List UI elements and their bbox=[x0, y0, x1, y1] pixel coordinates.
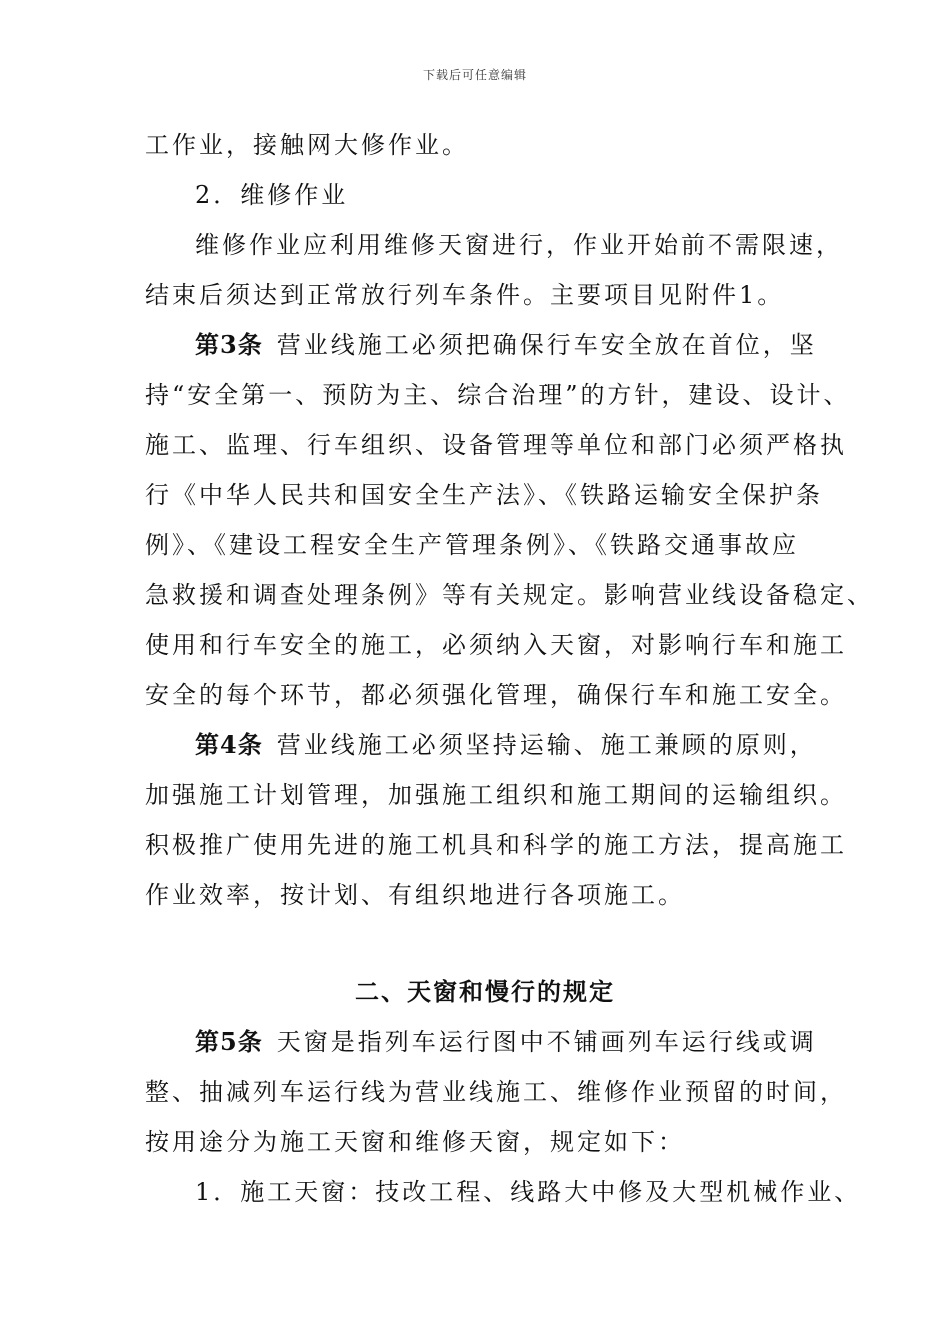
article-3-text: 营业线施工必须把确保行车安全放在首位，坚 bbox=[276, 331, 817, 359]
header-note: 下载后可任意编辑 bbox=[422, 68, 527, 82]
paragraph-line: 作业效率，按计划、有组织地进行各项施工。 bbox=[145, 881, 685, 909]
list-item: 1．施工天窗：技改工程、线路大中修及大型机械作业、 bbox=[195, 1178, 862, 1206]
paragraph-line: 使用和行车安全的施工，必须纳入天窗，对影响行车和施工 bbox=[145, 631, 847, 659]
article-4-first-line bbox=[145, 720, 825, 770]
paragraph-line: 持“安全第一、预防为主、综合治理”的方针，建设、设计、 bbox=[145, 381, 851, 409]
document-body bbox=[145, 120, 874, 1217]
paragraph-line: 急救援和调查处理条例》等有关规定。影响营业线设备稳定、 bbox=[145, 581, 874, 609]
subsection-title: 2．维修作业 bbox=[195, 181, 349, 209]
paragraph-line: 例》、《建设工程安全生产管理条例》、《铁路交通事故应 bbox=[145, 531, 799, 559]
section-heading: 二、天窗和慢行的规定 bbox=[355, 977, 615, 1006]
paragraph-line: 行《中华人民共和国安全生产法》、《铁路运输安全保护条 bbox=[145, 481, 823, 509]
paragraph-line: 结束后须达到正常放行列车条件。主要项目见附件1。 bbox=[145, 281, 785, 309]
article-5-text: 天窗是指列车运行图中不铺画列车运行线或调 bbox=[276, 1028, 817, 1056]
article-3-first-line bbox=[145, 320, 825, 370]
section-spacer bbox=[145, 920, 825, 967]
article-5-number: 第5条 bbox=[195, 1027, 263, 1056]
article-3-number: 第3条 bbox=[195, 330, 263, 359]
paragraph-line: 工作业，接触网大修作业。 bbox=[145, 131, 469, 159]
paragraph-line: 维修作业应利用维修天窗进行，作业开始前不需限速， bbox=[195, 231, 843, 259]
paragraph-line: 安全的每个环节，都必须强化管理，确保行车和施工安全。 bbox=[145, 681, 847, 709]
article-4-number: 第4条 bbox=[195, 730, 263, 759]
paragraph-line: 积极推广使用先进的施工机具和科学的施工方法，提高施工 bbox=[145, 831, 847, 859]
paragraph-line: 加强施工计划管理，加强施工组织和施工期间的运输组织。 bbox=[145, 781, 847, 809]
article-5-first-line bbox=[145, 1017, 825, 1067]
paragraph-line: 整、抽减列车运行线为营业线施工、维修作业预留的时间， bbox=[145, 1078, 847, 1106]
paragraph-line: 施工、监理、行车组织、设备管理等单位和部门必须严格执 bbox=[145, 431, 847, 459]
article-4-text: 营业线施工必须坚持运输、施工兼顾的原则， bbox=[276, 731, 817, 759]
paragraph-line: 按用途分为施工天窗和维修天窗，规定如下： bbox=[145, 1128, 685, 1156]
